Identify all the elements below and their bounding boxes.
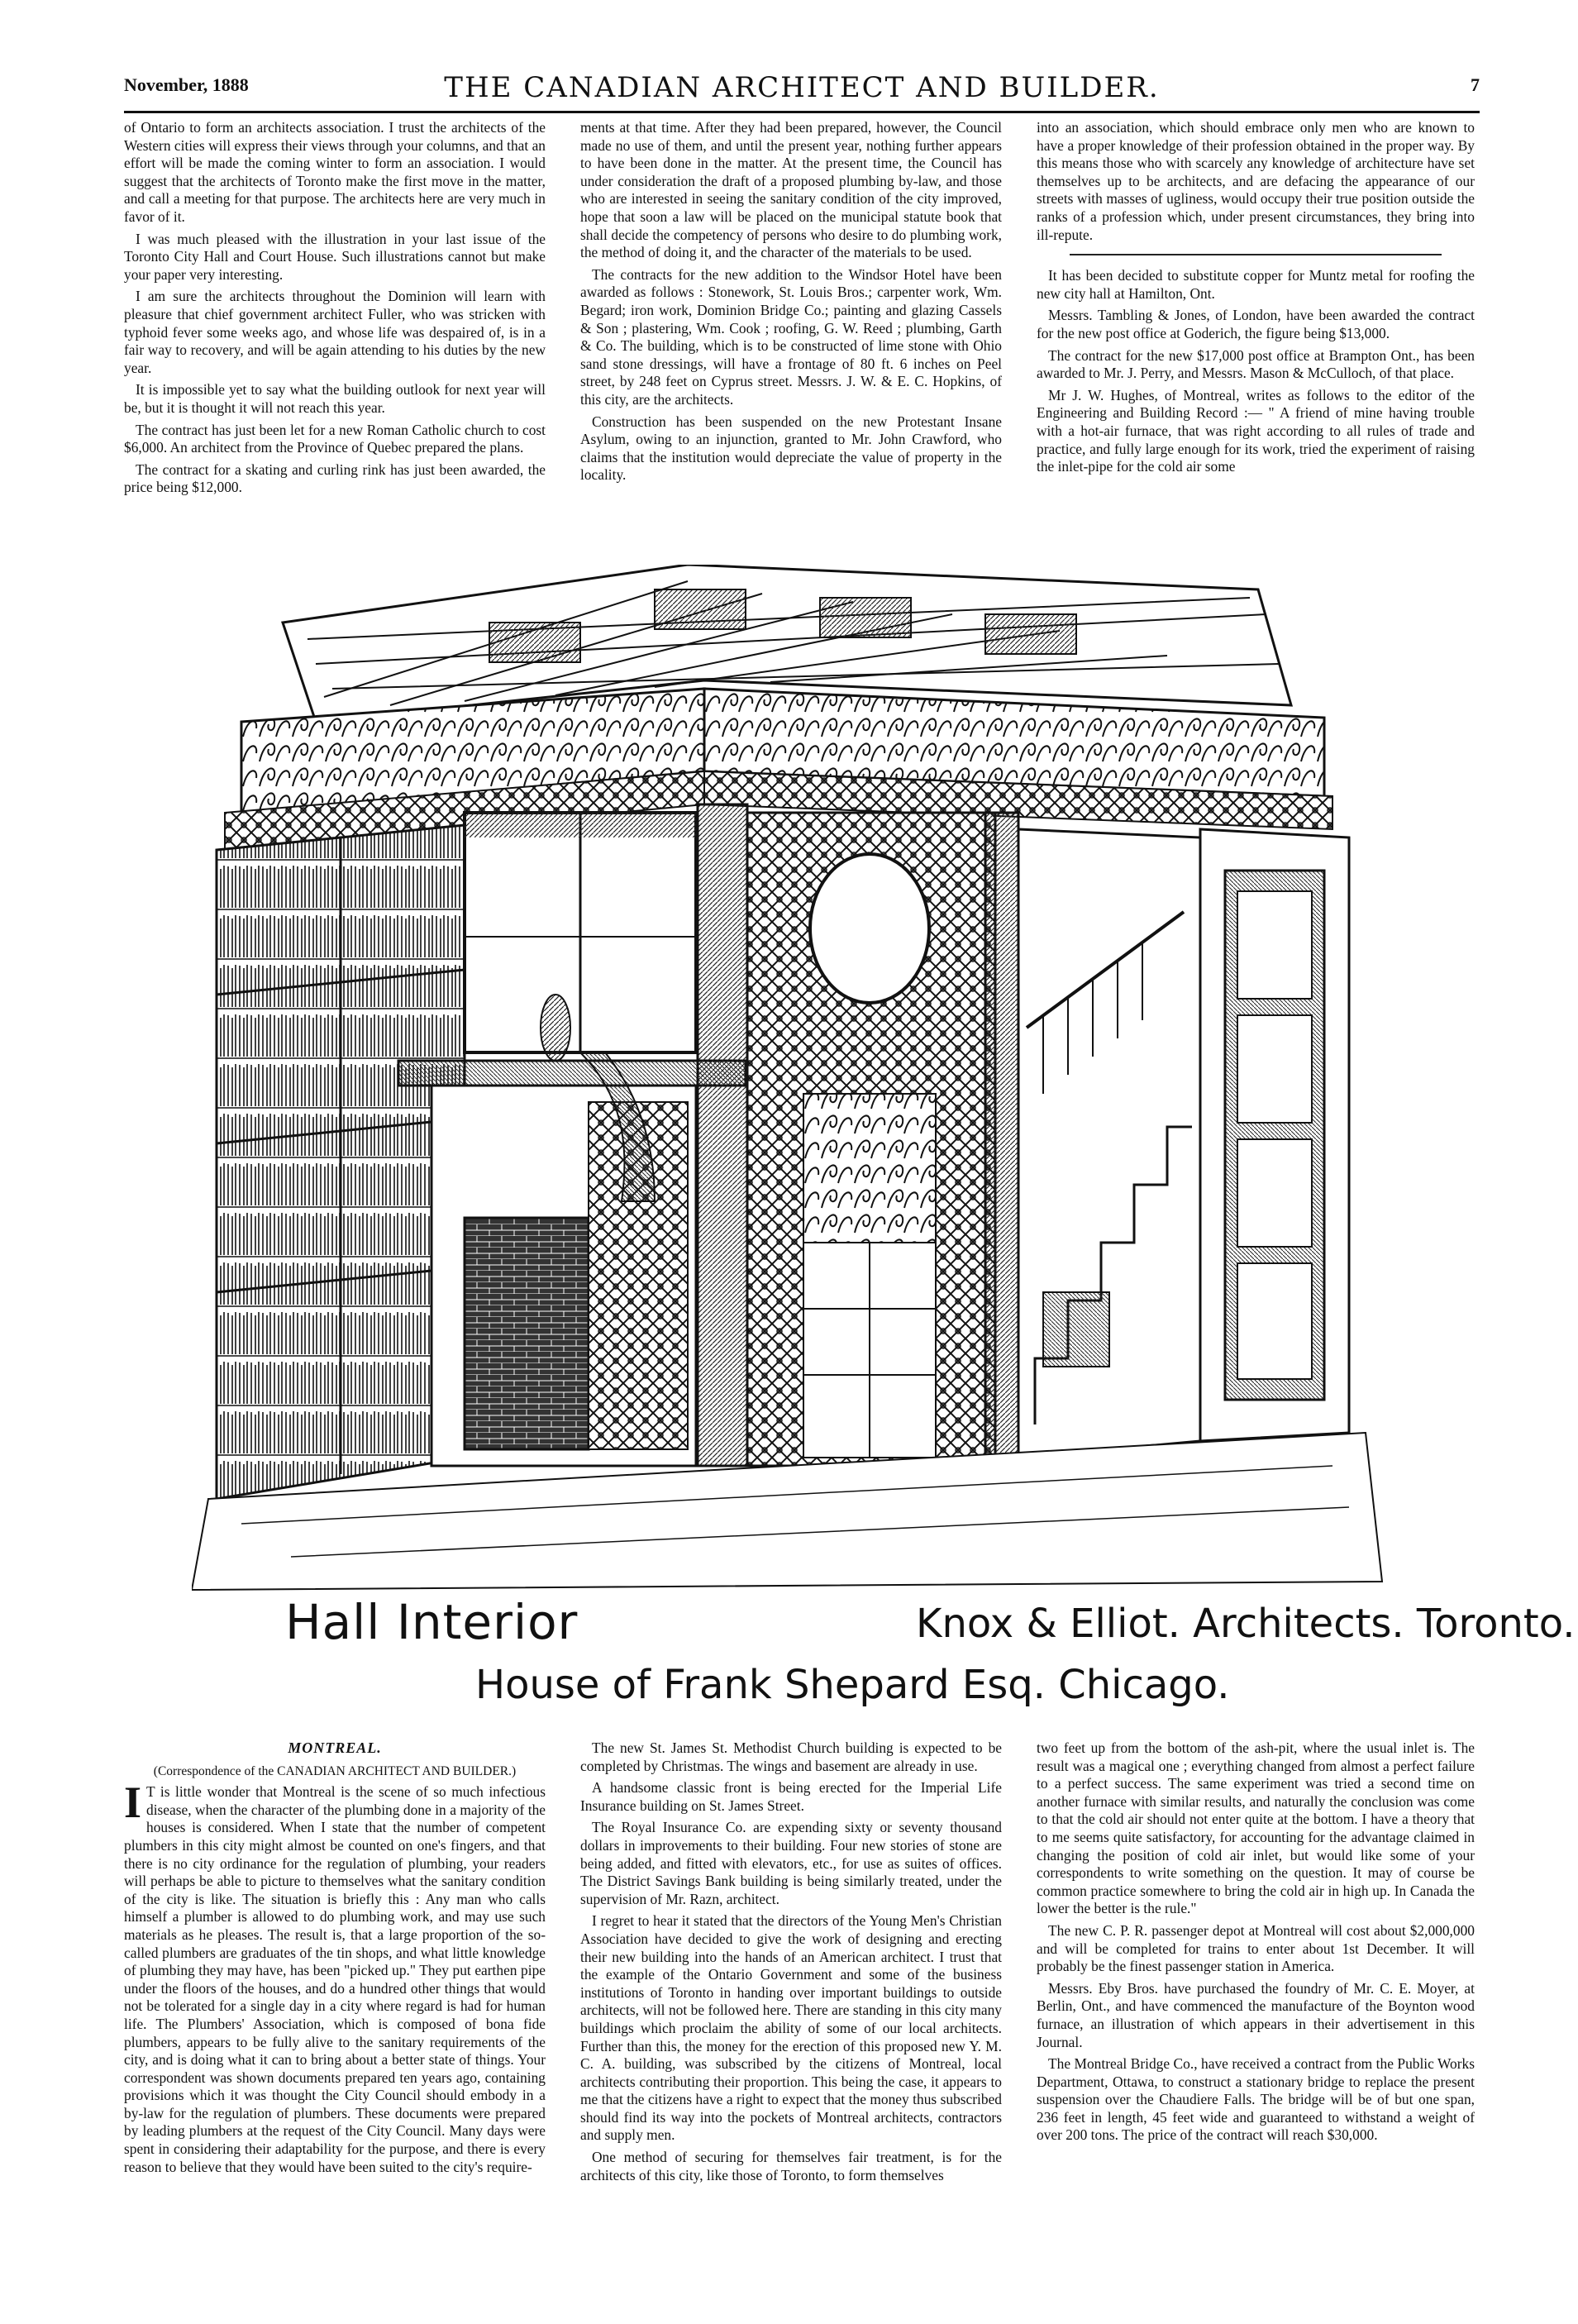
issue-date: November, 1888: [124, 74, 249, 95]
top-column-2: [580, 119, 1002, 489]
paragraph: I regret to hear it stated that the directors of the Young Men's Christian Association have decided to give the work of designing and erecting their new building into the hands of an American architect. I trust that the example of the Ontario Government and some of the business institutions of Toronto in handing over important buildings to outside architects, will not be followed here. There are standing in this city many buildings which proclaim the ability of some of our local architects. Further than this, the money for the erection of this proposed new Y. M. C. A. building, was subscribed by the citizens of Montreal, local architects contributing their proportion. This being the case, it appears to me that the citizens have a right to expect that the money thus subscribed should find its way into the pockets of Montreal architects, contractors and supply men.: [580, 1912, 1002, 2144]
top-column-3: [1037, 119, 1475, 480]
drop-cap: I: [124, 1778, 142, 1828]
paragraph: The contract for a skating and curling rink has just been awarded, the price being $12,000.: [124, 461, 546, 496]
section-heading: MONTREAL.: [288, 1739, 382, 1756]
paragraph: The contract for the new $17,000 post office at Brampton Ont., has been awarded to Mr. J. Perry, and Messrs. Mason & McCulloch, of that place.: [1037, 346, 1475, 382]
paragraph: into an association, which should embrace only men who are known to have a proper knowledge of their profession obtained in the proper way. By this means those who with scarcely any knowledge of architecture have set themselves up to be architects, and are defacing the appearance of our streets with masses of ugliness, would occupy their true position outside the ranks of a profession which, under present circumstances, they bring into ill-repute.: [1037, 119, 1475, 243]
paragraph: [124, 1778, 546, 2176]
paragraph: I am sure the architects throughout the Dominion will learn with pleasure that chief government architect Fuller, who was stricken with typhoid fever some weeks ago, and whose life was despaired of, is in a fair way to recovery, and will be again attending to his duties by the new year.: [124, 288, 546, 376]
paragraph: ments at that time. After they had been prepared, however, the Council made no use of them, and until the present year, nothing further appears to have been done in the matter. At the present time, the Council has under consideration the draft of a proposed plumbing by-law, and those who are interested in seeing the sanitary condition of the city improved, hope that soon a law will be placed on the municipal statute book that shall decide the competency of persons who desire to do plumbing work, the method of doing it, and the character of the materials to be used.: [580, 119, 1002, 261]
paragraph: of Ontario to form an architects association. I trust the architects of the Western cities will express their views through your columns, and that an effort will be made the coming winter to form an association. I would suggest that the architects of Toronto make the first move in the matter, and call a meeting for that purpose. The architects here are very much in favor of it.: [124, 119, 546, 225]
paragraph: One method of securing for themselves fair treatment, is for the architects of this city, like those of Toronto, to form themselves: [580, 2149, 1002, 2183]
page-header: [124, 71, 1480, 104]
page-number: 7: [1471, 74, 1480, 95]
paragraph: It is impossible yet to say what the building outlook for next year will be, but it is thought it will not reach this year.: [124, 381, 546, 416]
masthead-title: THE CANADIAN ARCHITECT AND BUILDER.: [444, 71, 1160, 104]
paragraph: The contracts for the new addition to the Windsor Hotel have been awarded as follows : Stonework, St. Louis Bros.; carpenter work, Wm. Begard; iron work, Dominion Bridge Co.; painting and glazing Cassels & Son ; plastering, Wm. Cook ; roofing, G. W. Reed ; plumbing, Garth & Co. The building, which is to be constructed of lime stone with Ohio sand stone dressings, will have a frontage of 80 ft. 6 inches on Peel street, by 248 feet on Cyprus street. Messrs. J. W. & E. C. Hopkins, of this city, are the architects.: [580, 265, 1002, 408]
caption-title: Hall Interior: [285, 1594, 579, 1650]
paragraph: Messrs. Tambling & Jones, of London, have been awarded the contract for the new post office at Goderich, the figure being $13,000.: [1037, 307, 1475, 341]
section-divider: [1070, 254, 1442, 255]
paragraph: Mr J. W. Hughes, of Montreal, writes as follows to the editor of the Engineering and Building Record :— " A friend of mine having trouble with a hot-air furnace, that was right according to all rules of trade and practice, and fully large enough for its work, tried the experiment of raising the inlet-pipe for the cold air some: [1037, 386, 1475, 475]
hall-interior-illustration: [192, 565, 1389, 1591]
bottom-column-3: [1037, 1739, 1475, 2149]
caption-house: House of Frank Shepard Esq. Chicago.: [475, 1662, 1230, 1708]
paragraph: The contract has just been let for a new Roman Catholic church to cost $6,000. An architect from the Province of Quebec prepared the plans.: [124, 421, 546, 456]
paragraph: The new St. James St. Methodist Church building is expected to be completed by Christmas. The wings and basement are already in use.: [580, 1739, 1002, 1774]
paragraph: A handsome classic front is being erected for the Imperial Life Insurance building on St. James Street.: [580, 1779, 1002, 1814]
section-subheading: (Correspondence of the CANADIAN ARCHITECT AND BUILDER.): [153, 1763, 517, 1778]
paragraph: Construction has been suspended on the new Protestant Insane Asylum, owing to an injunction, granted to Mr. John Crawford, who claims that the institution would depreciate the value of property in the locality.: [580, 413, 1002, 484]
paragraph: I was much pleased with the illustration in your last issue of the Toronto City Hall and Court House. Such illustrations cannot but make your paper very interesting.: [124, 230, 546, 283]
paragraph: The Royal Insurance Co. are expending sixty or seventy thousand dollars in improvements to their building. Four new stories of stone are being added, and fitted with elevators, etc., for use as suites of offices. The District Savings Bank building is being similarly treated, under the supervision of Mr. Razn, architect.: [580, 1819, 1002, 1907]
bottom-column-2: [580, 1739, 1002, 2188]
bottom-column-1: [124, 1739, 546, 2180]
header-rule: [124, 111, 1480, 113]
paragraph: The new C. P. R. passenger depot at Montreal will cost about $2,000,000 and will be completed for trains to enter about 1st December. It will probably be the finest passenger station in America.: [1037, 1921, 1475, 1975]
caption-architects: Knox & Elliot. Architects. Toronto.: [916, 1601, 1576, 1647]
paragraph-text: T is little wonder that Montreal is the scene of so much infectious disease, when the character of the plumbing done in a majority of the houses is considered. When I state that the number of competent plumbers in this city might almost be counted on one's fingers, and that there is no city ordinance for the regulation of plumbing, your readers will perhaps be able to picture to themselves what the sanitary condition of the city is like. The situation is briefly this : Any man who calls himself a plumber is allowed to do plumbing work, and may use such materials as he pleases. The result is, that a large proportion of the so-called plumbers are graduates of the tin shops, and what little knowledge of plumbing they may have, has been "picked up." They put earthen pipe under the floors of the houses, and do a hundred other things that would not be tolerated for a single day in a city where regard is had for human life. The Plumbers' Association, which is composed of bona fide plumbers, appears to be fully alive to the sanitary requirements of the city, and is doing what it can to bring about a better state of things. Your correspondent was shown documents prepared ten years ago, containing provisions which it was thought the City Council should embody in a by-law for the regulation of plumbers. These documents were prepared by leading plumbers at the request of the City Council. Many days were spent in considering their adaptability for the purpose, and there is every reason to believe that they would have been suited to the city's require-: [124, 1783, 546, 2175]
paragraph: Messrs. Eby Bros. have purchased the foundry of Mr. C. E. Moyer, at Berlin, Ont., and have commenced the manufacture of the Boynton wood furnace, an illustration of which appears in their advertisement in this Journal.: [1037, 1979, 1475, 2050]
paragraph: The Montreal Bridge Co., have received a contract from the Public Works Department, Ottawa, to construct a stationary bridge to replace the present suspension over the Chaudiere Falls. The bridge will be of but one span, 236 feet in length, 45 feet wide and guaranteed to withstand a weight of over 200 tons. The price of the contract will reach $30,000.: [1037, 2055, 1475, 2144]
top-column-1: [124, 119, 546, 501]
paragraph: It has been decided to substitute copper for Muntz metal for roofing the new city hall at Hamilton, Ont.: [1037, 267, 1475, 302]
paragraph: two feet up from the bottom of the ash-pit, where the usual inlet is. The result was a magical one ; everything changed from almost a perfect failure to a perfect success. The same experiment was tried a second time on another furnace with similar results, and naturally the conclusion was come to that the cold air should not enter quite at the bottom. I have a theory that to me seems quite satisfactory, for accounting for the advantage claimed in changing the position of cold air inlet, but would like some of your correspondents to write something on the question. It may of course be common practice somewhere to bring the cold air in high up. In Canada the lower the better is the rule.": [1037, 1739, 1475, 1917]
